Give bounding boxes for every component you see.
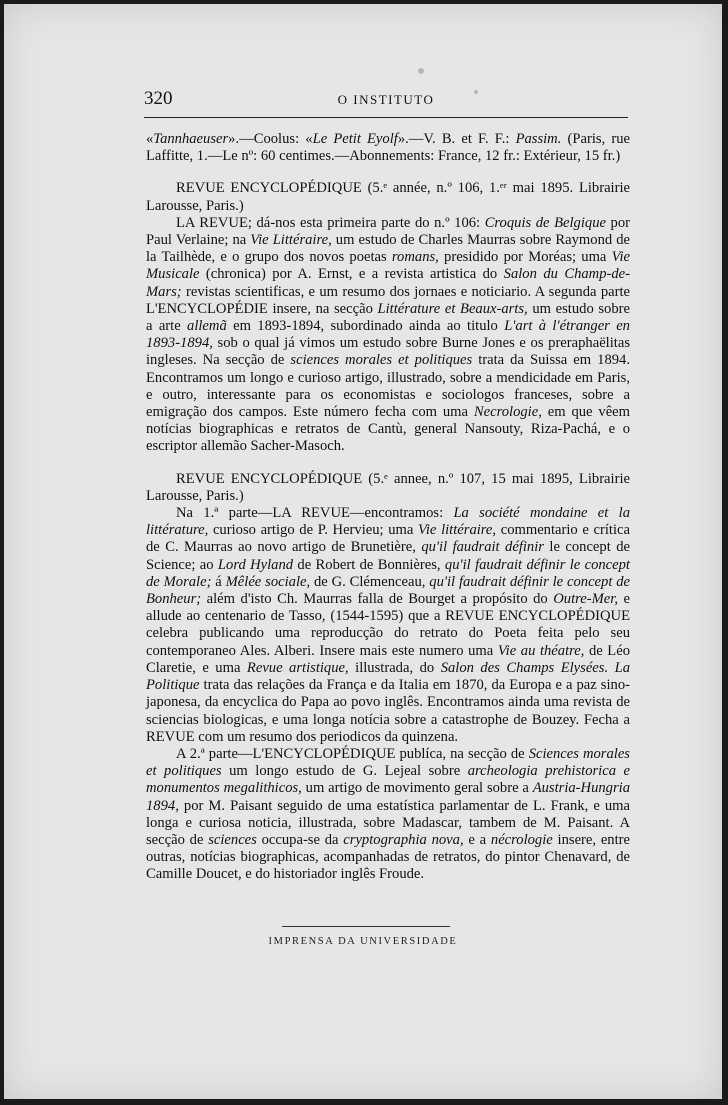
italic-text: Passim. — [515, 131, 562, 147]
italic-text: Sciences morales et politiques — [146, 745, 630, 780]
text-run: trata das relações da França e da Italia em 1870, da Europa e a paz sino-japonesa, da encyclica do Papa ao povo inglês. Encontramos ainda uma revista de sciencias biologicas, e uma longa notícia sobre a catastrophe de Bouzey. Fecha a REVUE com um resumo dos periodicos da quinzena. — [146, 677, 630, 745]
italic-text: Lord Hyland — [217, 556, 294, 573]
italic-text: Le Petit Eyolf — [312, 131, 398, 147]
text-run: le concept de Science; ao — [146, 539, 630, 573]
text-run: presidido por Moréas; uma — [438, 249, 612, 266]
text-run: insere, entre outras, notícias biographicas, acompanhadas de retratos, do pintor Chenavard, de Camille Doucet, e do historiador inglês Froude. — [146, 831, 630, 883]
text-run: « — [146, 131, 154, 147]
italic-text: La société mondaine et la littérature, — [146, 505, 630, 539]
italic-text: sciences — [208, 831, 257, 848]
text-run: de Robert de Bonnières, — [293, 556, 445, 573]
italic-text: allemã — [187, 318, 227, 335]
text-run: trata da Suissa em 1894. Encontramos um longo e curioso artigo, illustrado, sobre a mendicidade em Paris, e outro, interessante para os economistas e sociologos franceses, sobre a emigração dos campos. Este número fecha com uma — [146, 352, 630, 421]
text-run: e allude ao centenario de Tasso, (1544-1595) que a REVUE ENCYCLOPÉDIQUE celebra publicando uma reproducção do retrato do Poeta feita pelo seu contemporaneo Ales. Alberi. Insere mais este numero uma — [146, 591, 630, 659]
text-run: curioso artigo de P. Hervieu; uma — [208, 522, 419, 539]
italic-text: Vie Musicale — [146, 249, 630, 283]
print-speck — [474, 90, 478, 94]
text-run: um longo estudo de G. Lejeal sobre — [221, 763, 468, 780]
italic-text: archeologia prehistorica e monumentos megalithicos, — [146, 763, 630, 797]
header-rule — [144, 117, 628, 118]
text-run: revistas scientificas, e um resumo dos jornaes e noticiario. A segunda parte L'ENCYCLOPÉDIE insere, na secção — [146, 283, 630, 317]
page-number: 320 — [144, 88, 173, 109]
italic-text: L'art à l'étranger en 1893-1894, — [146, 318, 630, 352]
italic-text: nécrologie — [490, 831, 553, 848]
text-run: ».—Coolus: « — [228, 131, 313, 147]
text-run: LA REVUE; dá-nos esta primeira parte do n.º 106: — [176, 214, 485, 231]
italic-text: romans, — [391, 249, 439, 266]
text-run: em 1893-1894, subordinado ainda ao titulo — [226, 318, 505, 335]
print-speck — [418, 68, 424, 74]
page-header — [144, 88, 628, 114]
paragraph-revue-107-part1 — [146, 505, 630, 746]
paragraph-revue-107-heading — [146, 471, 630, 505]
footer-rule — [282, 926, 450, 927]
text-run: ».—V. B. et F. F.: — [397, 131, 516, 147]
text-run: illustrada, do — [348, 659, 441, 676]
italic-text: Salon du Champ-de-Mars; — [146, 266, 631, 300]
text-run: REVUE ENCYCLOPÉDIQUE (5.ᵉ année, n.º 106, 1.ᵉʳ mai 1895. Librairie Larousse, Paris.) — [146, 180, 630, 214]
text-run: (chronica) por A. Ernst, e a revista artistica do — [199, 266, 504, 283]
text-run: por M. Paisant seguido de uma estatística parlamentar de L. Frank, e uma longa e curiosa noticia, illustrada, sobre Madascar, tambem de M. Paisant. A secção de — [146, 797, 630, 848]
text-run: um estudo de Charles Maurras sobre Raymond de la Tailhède, e o grupo dos novos poetas — [146, 232, 630, 266]
italic-text: Vie Littéraire, — [250, 232, 332, 249]
text-run: um artigo de movimento geral sobre a — [301, 780, 533, 797]
text-run: commentario e crítica de C. Maurras ao novo artigo de Brunetière, — [146, 522, 630, 556]
text-run: Na 1.ª parte—LA REVUE—encontramos: — [176, 505, 454, 522]
text-run: por Paul Verlaine; na — [146, 214, 630, 249]
text-run: de G. Clémenceau, — [310, 573, 430, 590]
italic-text: qu'il faudrait définir — [421, 539, 544, 556]
text-run: occupa-se da — [256, 831, 344, 848]
italic-text: Outre-Mer, — [553, 591, 618, 608]
running-title: O INSTITUTO — [337, 92, 435, 107]
italic-text: Mêlée sociale, — [225, 573, 311, 590]
italic-text: Vie littéraire, — [418, 522, 497, 539]
italic-text: cryptographia nova, — [343, 831, 464, 848]
italic-text: Austria-Hungria 1894, — [146, 780, 630, 814]
italic-text: Littérature et Beaux-arts, — [377, 300, 528, 317]
text-run: de Léo Claretie, e uma — [146, 642, 630, 676]
paragraph-revue-107-part2 — [146, 746, 630, 884]
printer-imprint: IMPRENSA DA UNIVERSIDADE — [268, 936, 458, 947]
article-body — [146, 131, 630, 884]
text-run: (Paris, rue Laffitte, 1.—Le nº: 60 centimes.—Abonnements: France, 12 fr.: Extérieur, 15 fr.) — [146, 131, 630, 165]
text-run: sob o qual já vimos um estudo sobre Burne Jones e os preraphaëlitas ingleses. Na secção de — [146, 335, 630, 369]
text-run: em que vêem notícias biographicas e retratos de Cantù, general Nansouty, Riza-Pachá, e o escriptor allemão Sacher-Masoch. — [146, 404, 630, 455]
italic-text: Tannhaeuser — [153, 131, 229, 147]
italic-text: sciences morales et politiques — [290, 352, 473, 369]
paragraph-revue-106-heading — [146, 180, 630, 214]
text-run: á — [211, 573, 226, 590]
text-run: além d'isto Ch. Maurras falla de Bourget a propósito do — [201, 591, 554, 608]
text-run: e a — [463, 831, 491, 848]
italic-text: qu'il faudrait définir le concept de Morale; — [146, 556, 630, 590]
paragraph-revue-106-body — [146, 215, 630, 456]
italic-text: Revue artistique, — [246, 659, 349, 676]
italic-text: Vie au théatre, — [497, 642, 585, 659]
italic-text: qu'il faudrait définir le concept de Bonheur; — [146, 573, 630, 608]
paragraph-continuation — [146, 131, 630, 165]
italic-text: Necrologie, — [473, 404, 542, 421]
page-sheet — [4, 4, 722, 1099]
italic-text: Salon des Champs Elysées. La Politique — [146, 659, 631, 694]
text-run: A 2.ª parte—L'ENCYCLOPÉDIQUE publíca, na secção de — [176, 745, 529, 762]
text-run: REVUE ENCYCLOPÉDIQUE (5.ᵉ annee, n.º 107, 15 mai 1895, Librairie Larousse, Paris.) — [146, 470, 630, 504]
italic-text: Croquis de Belgique — [484, 214, 606, 231]
text-run: um estudo sobre a arte — [146, 300, 630, 335]
